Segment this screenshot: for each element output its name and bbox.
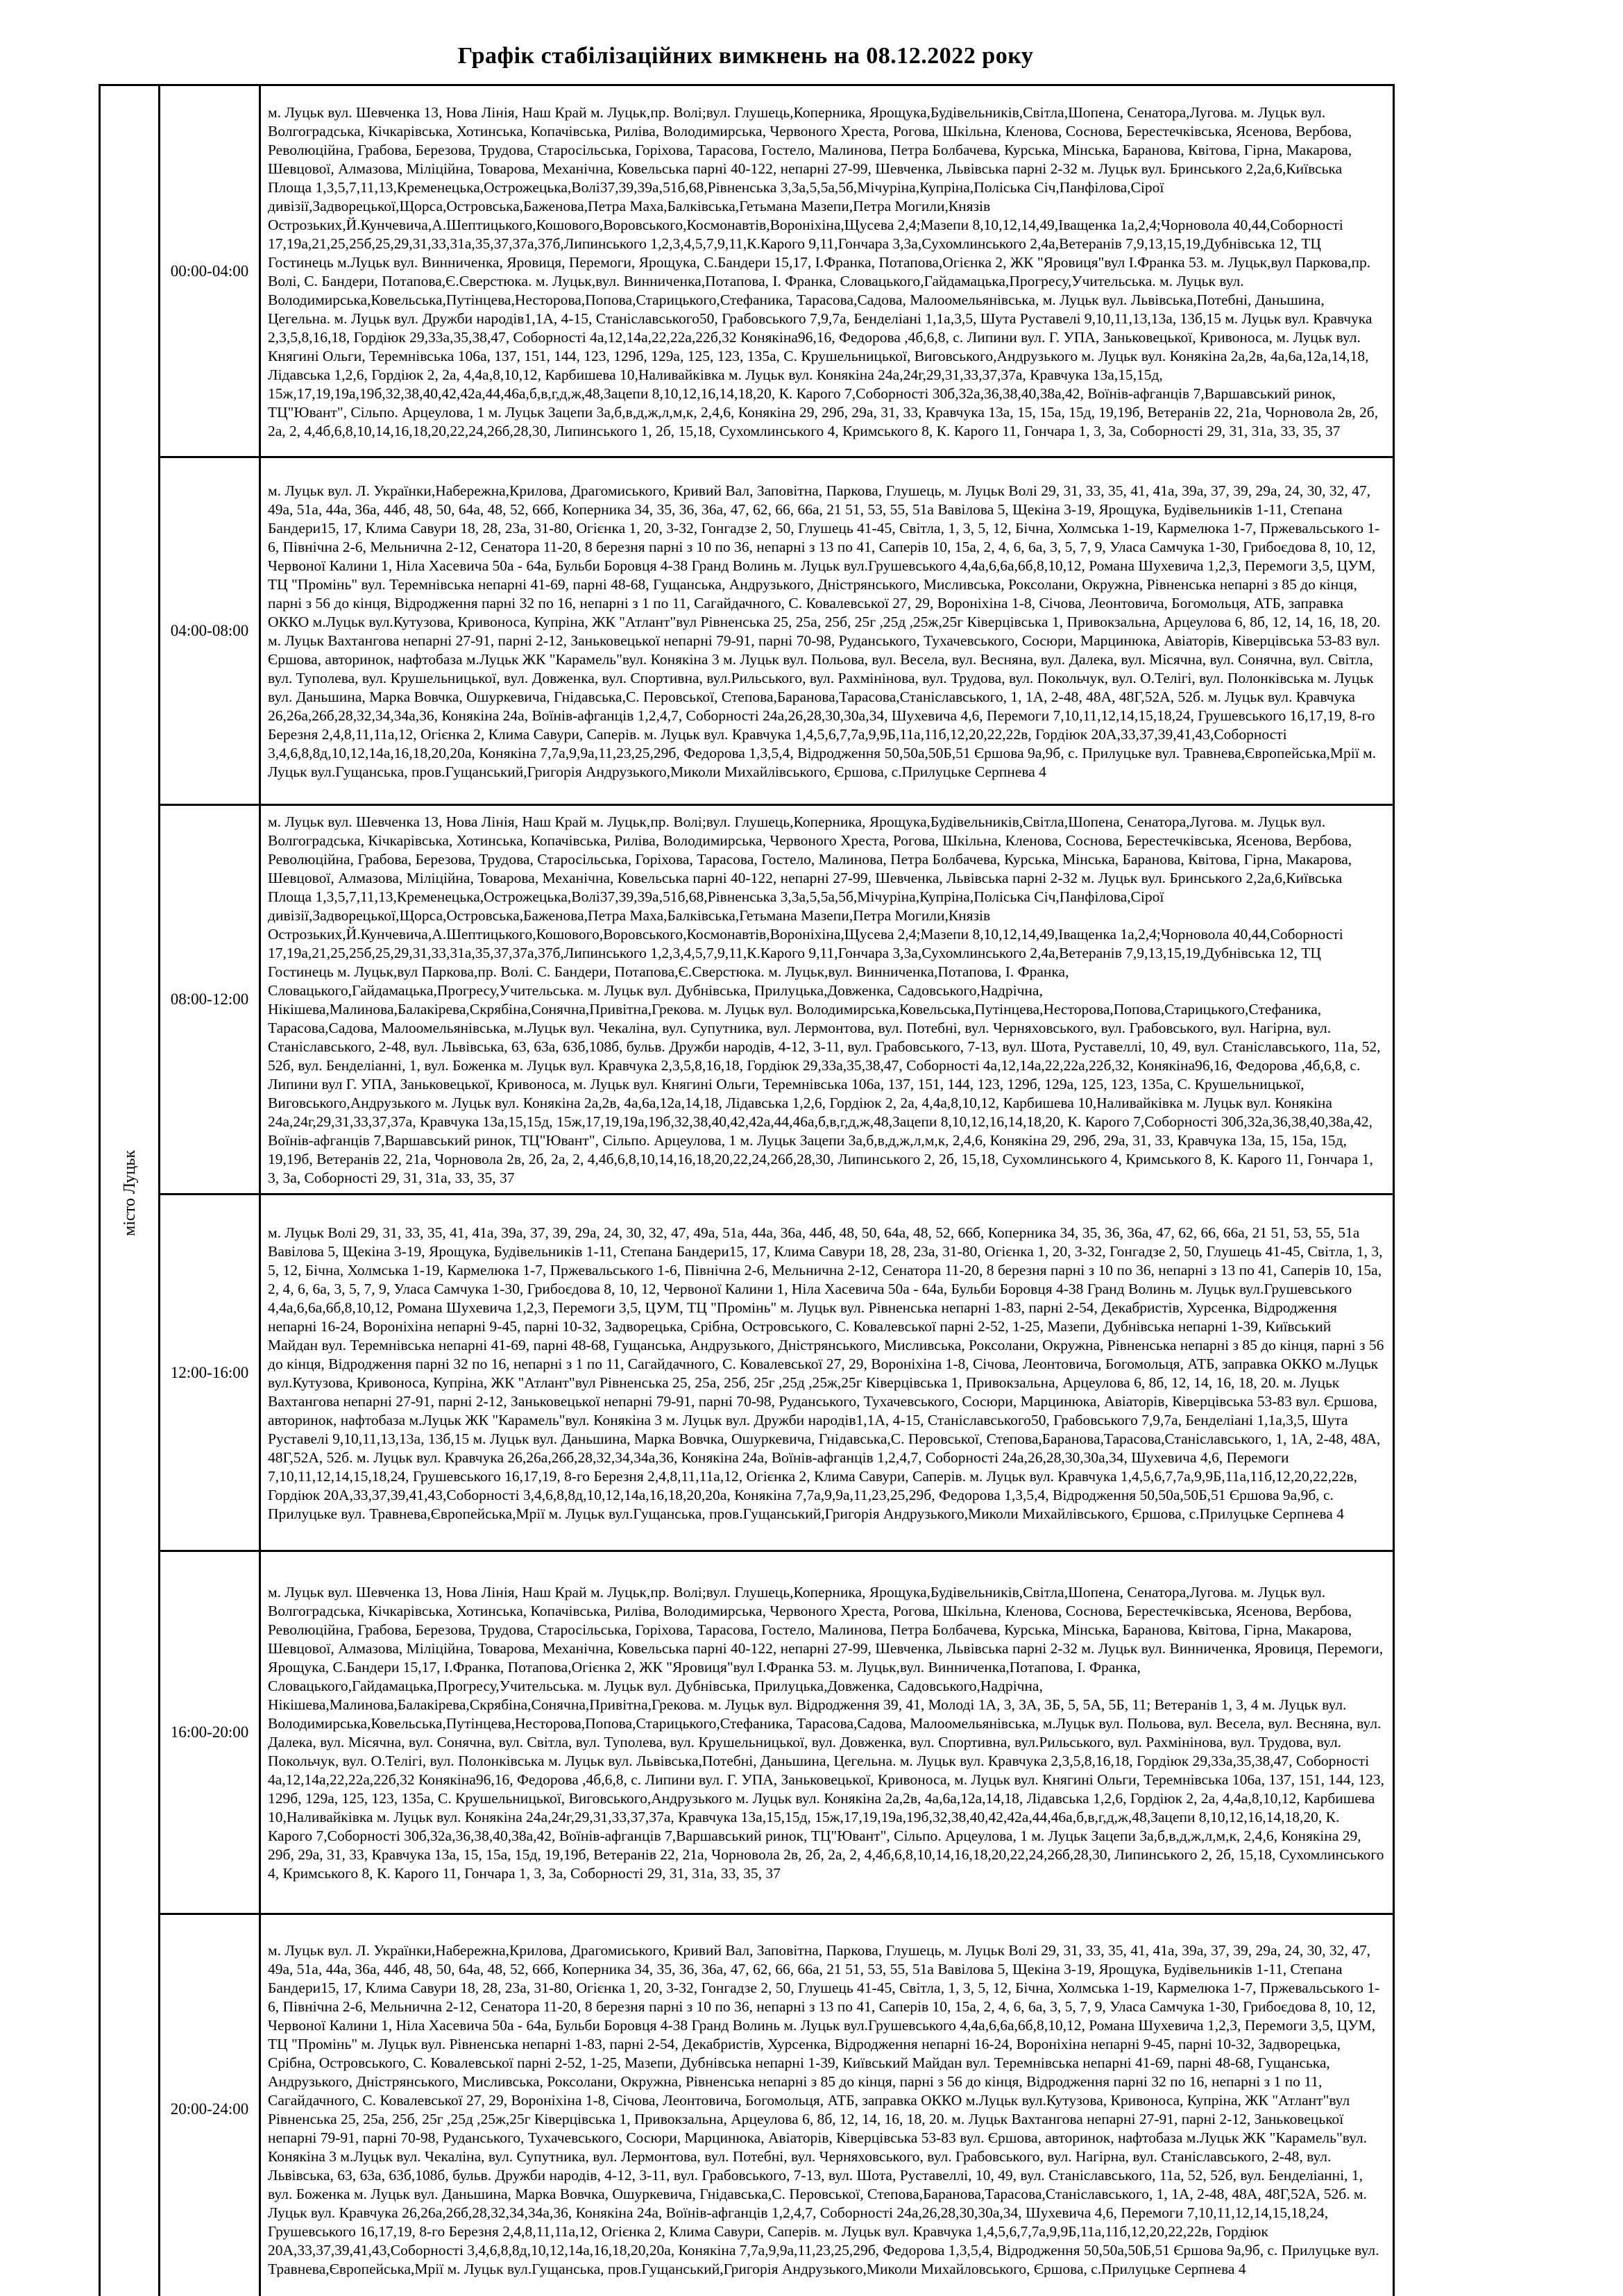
page-title: Графік стабілізаційних вимкнень на 08.12.2022 року xyxy=(457,43,1034,69)
table-row xyxy=(100,805,1394,1195)
table-row xyxy=(100,1195,1394,1551)
table-row xyxy=(100,1551,1394,1914)
streets-list: м. Луцьк вул. Шевченка 13, Нова Лінія, Наш Край м. Луцьк,пр. Волі;вул. Глушець,Коперника, Ярощука,Будівельників,Світла,Шопена, Сенатора,Лугова. м. Луцьк вул. Волгоградська, Кічкарівська, Хотинська, Копачівська, Риліва, Володимирська, Червоного Хреста, Рогова, Шкільна, Кленова, Соснова, Берестечківська, Ясенова, Вербова, Революційна, Грабова, Березова, Трудова, Старосільська, Горіхова, Тарасова, Гостело, Малинова, Петра Болбачева, Курська, Мінська, Баранова, Квітова, Гірна, Макарова, Шевцової, Алмазова, Міліційна, Товарова, Механічна, Ковельська парні 40-122, непарні 27-99, Шевченка, Львівська парні 2-32 м. Луцьк вул. Бринського 2,2а,6,Київська Площа 1,3,5,7,11,13,Кременецька,Острожецька,Волі37,39,39а,51б,68,Рівненська 3,3а,5,5а,5б,Мічуріна,Купріна,Поліська Січ,Панфілова,Сірої дивізії,Задворецької,Щорса,Островська,Баженова,Петра Маха,Балківська,Гетьмана Мазепи,Петра Могили,Князів Острозьких,Й.Кунчевича,А.Шептицького,Кошового,Воровського,Космонавтів,Вороніхіна,Щусева 2,4;Мазепи 8,10,12,14,49,Іващенка 1а,2,4;Чорновола 40,44,Соборності 17,19а,21,25,25б,25,29,31,33,31а,35,37,37а,37б,Липинського 1,2,3,4,5,7,9,11,К.Карого 9,11,Гончара 3,3а,Сухомлинського 2,4а,Ветеранів 7,9,13,15,19,Дубнівська 12, ТЦ Гостинець м.Луцьк вул. Винниченка, Яровиця, Перемоги, Ярощука, С.Бандери 15,17, І.Франка, Потапова,Огієнка 2, ЖК "Яровиця"вул І.Франка 53. м. Луцьк,вул Паркова,пр. Волі, С. Бандери, Потапова,Є.Сверстюка. м. Луцьк,вул. Винниченка,Потапова, І. Франка, Словацького,Гайдамацька,Прогресу,Учительська. м. Луцьк вул. Володимирська,Ковельська,Путінцева,Несторова,Попова,Старицького,Стефаника, Тарасова,Садова, Малоомельянівська, м. Луцьк вул. Львівська,Потебні, Даньшина, Цегельна. м. Луцьк вул. Дружби народів1,1А, 4-15, Станіславського50, Грабовського 7,9,7а, Бенделіані 1,1а,3,5, Шута Руставелі 9,10,11,13,13а, 13б,15 м. Луцьк вул. Кравчука 2,3,5,8,16,18, Гордіюк 29,33а,35,38,47, Соборності 4а,12,14а,22,22а,22б,32 Конякіна96,16, Федорова ,4б,6,8, с. Липини вул. Г. УПА, Заньковецької, Кривоноса, м. Луцьк вул. Княгині Ольги, Теремнівська 106а, 137, 151, 144, 123, 129б, 129а, 125, 123, 135а, С. Крушельницької, Виговського,Андрузького м. Луцьк вул. Конякіна 2а,2в, 4а,6а,12а,14,18, Лідавська 1,2,6, Гордіюк 2, 2а, 4,4а,8,10,12, Карбишева 10,Наливайківка м. Луцьк вул. Конякіна 24а,24г,29,31,33,37,37а, Кравчука 13а,15,15д, 15ж,17,19,19а,19б,32,38,40,42,42а,44,46а,б,в,г,д,ж,48,Зацепи 8,10,12,16,14,18,20, К. Карого 7,Соборності 30б,32а,36,38,40,38а,42, Воїнів-афганців 7,Варшавський ринок, ТЦ"Ювант", Сільпо. Арцеулова, 1 м. Луцьк Зацепи 3а,б,в,д,ж,л,м,к, 2,4,6, Конякіна 29, 29б, 29а, 31, 33, Кравчука 13а, 15, 15а, 15д, 19,19б, Ветеранів 22, 21а, Чорновола 2в, 2б, 2а, 2, 4,4б,6,8,10,14,16,18,20,22,24,26б,28,30, Липинського 1, 2б, 15,18, Сухомлинського 4, Кримського 8, К. Карого 11, Гончара 1, 3, 3а, Соборності 29, 31, 31а, 33, 35, 37 xyxy=(260,85,1394,457)
streets-list: м. Луцьк вул. Шевченка 13, Нова Лінія, Наш Край м. Луцьк,пр. Волі;вул. Глушець,Коперника, Ярощука,Будівельників,Світла,Шопена, Сенатора,Лугова. м. Луцьк вул. Волгоградська, Кічкарівська, Хотинська, Копачівська, Риліва, Володимирська, Червоного Хреста, Рогова, Шкільна, Кленова, Соснова, Берестечківська, Ясенова, Вербова, Революційна, Грабова, Березова, Трудова, Старосільська, Горіхова, Тарасова, Гостело, Малинова, Петра Болбачева, Курська, Мінська, Баранова, Квітова, Гірна, Макарова, Шевцової, Алмазова, Міліційна, Товарова, Механічна, Ковельська парні 40-122, непарні 27-99, Шевченка, Львівська парні 2-32 м. Луцьк вул. Бринського 2,2а,6,Київська Площа 1,3,5,7,11,13,Кременецька,Острожецька,Волі37,39,39а,51б,68,Рівненська 3,3а,5,5а,5б,Мічуріна,Купріна,Поліська Січ,Панфілова,Сірої дивізії,Задворецької,Щорса,Островська,Баженова,Петра Маха,Балківська,Гетьмана Мазепи,Петра Могили,Князів Острозьких,Й.Кунчевича,А.Шептицького,Кошового,Воровського,Космонавтів,Вороніхіна,Щусева 2,4;Мазепи 8,10,12,14,49,Іващенка 1а,2,4;Чорновола 40,44,Соборності 17,19а,21,25,25б,25,29,31,33,31а,35,37,37а,37б,Липинського 1,2,3,4,5,7,9,11,К.Карого 9,11,Гончара 3,3а,Сухомлинського 2,4а,Ветеранів 7,9,13,15,19,Дубнівська 12, ТЦ Гостинець м. Луцьк,вул Паркова,пр. Волі. С. Бандери, Потапова,Є.Сверстюка. м. Луцьк,вул. Винниченка,Потапова, І. Франка, Словацького,Гайдамацька,Прогресу,Учительська. м. Луцьк вул. Дубнівська, Прилуцька,Довженка, Садовського,Надрічна, Нікішева,Малинова,Балакірева,Скрябіна,Сонячна,Привітна,Грекова. м. Луцьк вул. Володимирська,Ковельська,Путінцева,Несторова,Попова,Старицького,Стефаника, Тарасова,Садова, Малоомельянівська, м.Луцьк вул. Чекаліна, вул. Супутника, вул. Лермонтова, вул. Потебні, вул. Черняховського, вул. Грабовського, вул. Нагірна, вул. Станіславського, 2-48, вул. Львівська, 63, 63а, 63б,108б, бульв. Дружби народів, 4-12, 3-11, вул. Грабовського, 7-13, вул. Шота, Руставеллі, 10, 49, вул. Станіславського, 11а, 52, 52б, вул. Бенделіанні, 1, вул. Боженка м. Луцьк вул. Кравчука 2,3,5,8,16,18, Гордіюк 29,33а,35,38,47, Соборності 4а,12,14а,22,22а,22б,32, Конякіна96,16, Федорова ,4б,6,8, с. Липини вул Г. УПА, Заньковецької, Кривоноса, м. Луцьк вул. Княгині Ольги, Теремнівська 106а, 137, 151, 144, 123, 129б, 129а, 125, 123, 135а, С. Крушельницької, Виговського,Андрузького м. Луцьк вул. Конякіна 2а,2в, 4а,6а,12а,14,18, Лідавська 1,2,6, Гордіюк 2, 2а, 4,4а,8,10,12, Карбишева 10,Наливайківка м. Луцьк вул. Конякіна 24а,24г,29,31,33,37,37а, Кравчука 13а,15,15д, 15ж,17,19,19а,19б,32,38,40,42,42а,44,46а,б,в,г,д,ж,48,Зацепи 8,10,12,16,14,18,20, К. Карого 7,Соборності 30б,32а,36,38,40,38а,42, Воїнів-афганців 7,Варшавський ринок, ТЦ"Ювант", Сільпо. Арцеулова, 1 м. Луцьк Зацепи 3а,б,в,д,ж,л,м,к, 2,4,6, Конякіна 29, 29б, 29а, 31, 33, Кравчука 13а, 15, 15а, 15д, 19,19б, Ветеранів 22, 21а, Чорновола 2в, 2б, 2а, 2, 4,4б,6,8,10,14,16,18,20,22,24,26б,28,30, Липинського 2, 2б, 15,18, Сухомлинського 4, Кримського 8, К. Карого 11, Гончара 1, 3, 3а, Соборності 29, 31, 31а, 33, 35, 37 xyxy=(260,805,1394,1195)
streets-list: м. Луцьк Волі 29, 31, 33, 35, 41, 41а, 39а, 37, 39, 29а, 24, 30, 32, 47, 49а, 51а, 44а, 36а, 44б, 48, 50, 64а, 48, 52, 66б, Коперника 34, 35, 36, 36а, 47, 62, 66, 66а, 21 51, 53, 55, 51а Вавілова 5, Щекіна 3-19, Ярощука, Будівельників 1-11, Степана Бандери15, 17, Клима Савури 18, 28, 23а, 31-80, Огієнка 1, 20, 3-32, Гонгадзе 2, 50, Глушець 41-45, Світла, 1, 3, 5, 12, Бічна, Холмська 1-19, Кармелюка 1-7, Пржевальського 1-6, Північна 2-6, Мельнична 2-12, Сенатора 11-20, 8 березня парні з 10 по 36, непарні з 13 по 41, Саперів 10, 15а, 2, 4, 6, 6а, 3, 5, 7, 9, Уласа Самчука 1-30, Грибоєдова 8, 10, 12, Червоної Калини 1, Ніла Хасевича 50а - 64а, Бульби Боровця 4-38 Гранд Волинь м. Луцьк вул.Грушевського 4,4а,6,6а,6б,8,10,12, Романа Шухевича 1,2,3, Перемоги 3,5, ЦУМ, ТЦ "Промінь" м. Луцьк вул. Рівненська непарні 1-83, парні 2-54, Декабристів, Хурсенка, Відродження непарні 16-24, Вороніхіна непарні 9-45, парні 10-32, Задворецька, Срібна, Островського, С. Ковалевської парні 2-52, 1-25, Мазепи, Дубнівська непарні 1-39, Київський Майдан вул. Теремнівська непарні 41-69, парні 48-68, Гущанська, Андрузького, Дністрянського, Мисливська, Роксолани, Окружна, Рівненська непарні з 85 до кінця, парні з 56 до кінця, Відродження парні 32 по 16, непарні з 1 по 11, Сагайдачного, С. Ковалевської 27, 29, Вороніхіна 1-8, Січова, Леонтовича, Богомольця, АТБ, заправка ОККО м.Луцьк вул.Кутузова, Кривоноса, Купріна, ЖК "Атлант"вул Рівненська 25, 25а, 25б, 25г ,25д ,25ж,25г Ківерцівська 1, Привокзальна, Арцеулова 6, 8б, 12, 14, 16, 18, 20. м. Луцьк Вахтангова непарні 27-91, парні 2-12, Заньковецької непарні 79-91, парні 70-98, Руданського, Тухачевського, Сосюри, Марцинюка, Авіаторів, Ківерцівська 53-83 вул. Єршова, авторинок, нафтобаза м.Луцьк ЖК "Карамель"вул. Конякіна 3 м. Луцьк вул. Дружби народів1,1А, 4-15, Станіславського50, Грабовського 7,9,7а, Бенделіані 1,1а,3,5, Шута Руставелі 9,10,11,13,13а, 13б,15 м. Луцьк вул. Даньшина, Марка Вовчка, Ошуркевича, Гнідавська,С. Перовської, Степова,Баранова,Тарасова,Станіславського, 1, 1А, 2-48, 48А, 48Г,52А, 52б. м. Луцьк вул. Кравчука 26,26а,26б,28,32,34,34а,36, Конякіна 24а, Воїнів-афганців 1,2,4,7, Соборності 24а,26,28,30,30а,34, Шухевича 4,6, Перемоги 7,10,11,12,14,15,18,24, Грушевського 16,17,19, 8-го Березня 2,4,8,11,11а,12, Огієнка 2, Клима Савури, Саперів. м. Луцьк вул. Кравчука 1,4,5,6,7,7а,9,9Б,11а,11б,12,20,22,22в, Гордіюк 20А,33,37,39,41,43,Соборності 3,4,6,8,8д,10,12,14а,16,18,20,20а, Конякіна 7,7а,9,9а,11,23,25,29б, Федорова 1,3,5,4, Відродження 50,50а,50Б,51 Єршова 9а,9б, с. Прилуцьке вул. Травнева,Європейська,Мрії м. Луцьк вул.Гущанська, пров.Гущанський,Григорія Андрузького,Миколи Михайлівського, Єршова, с.Прилуцьке Серпнева 4 xyxy=(260,1195,1394,1551)
streets-list: м. Луцьк вул. Шевченка 13, Нова Лінія, Наш Край м. Луцьк,пр. Волі;вул. Глушець,Коперника, Ярощука,Будівельників,Світла,Шопена, Сенатора,Лугова. м. Луцьк вул. Волгоградська, Кічкарівська, Хотинська, Копачівська, Риліва, Володимирська, Червоного Хреста, Рогова, Шкільна, Кленова, Соснова, Берестечківська, Ясенова, Вербова, Революційна, Грабова, Березова, Трудова, Старосільська, Горіхова, Тарасова, Гостело, Малинова, Петра Болбачева, Курська, Мінська, Баранова, Квітова, Гірна, Макарова, Шевцової, Алмазова, Міліційна, Товарова, Механічна, Ковельська парні 40-122, непарні 27-99, Шевченка, Львівська парні 2-32 м. Луцьк вул. Винниченка, Яровиця, Перемоги, Ярощука, С.Бандери 15,17, І.Франка, Потапова,Огієнка 2, ЖК "Яровиця"вул І.Франка 53. м. Луцьк,вул. Винниченка,Потапова, І. Франка, Словацького,Гайдамацька,Прогресу,Учительська. м. Луцьк вул. Дубнівська, Прилуцька,Довженка, Садовського,Надрічна, Нікішева,Малинова,Балакірева,Скрябіна,Сонячна,Привітна,Грекова. м. Луцьк вул. Відродження 39, 41, Молоді 1А, 3, 3А, 3Б, 5, 5А, 5Б, 11; Ветеранів 1, 3, 4 м. Луцьк вул. Володимирська,Ковельська,Путінцева,Несторова,Попова,Старицького,Стефаника, Тарасова,Садова, Малоомельянівська, м.Луцьк вул. Польова, вул. Весела, вул. Весняна, вул. Далека, вул. Місячна, вул. Сонячна, вул. Світла, вул. Туполева, вул. Крушельницької, вул. Довженка, вул. Спортивна, вул.Рильського, вул. Рахмінінова, вул. Трудова, вул. Покольчук, вул. О.Телігі, вул. Полонківська м. Луцьк вул. Львівська,Потебні, Даньшина, Цегельна. м. Луцьк вул. Кравчука 2,3,5,8,16,18, Гордіюк 29,33а,35,38,47, Соборності 4а,12,14а,22,22а,22б,32 Конякіна96,16, Федорова ,4б,6,8, с. Липини вул. Г. УПА, Заньковецької, Кривоноса, м. Луцьк вул. Княгині Ольги, Теремнівська 106а, 137, 151, 144, 123, 129б, 129а, 125, 123, 135а, С. Крушельницької, Виговського,Андрузького м. Луцьк вул. Конякіна 2а,2в, 4а,6а,12а,14,18, Лідавська 1,2,6, Гордіюк 2, 2а, 4,4а,8,10,12, Карбишева 10,Наливайківка м. Луцьк вул. Конякіна 24а,24г,29,31,33,37,37а, Кравчука 13а,15,15д, 15ж,17,19,19а,19б,32,38,40,42,42а,44,46а,б,в,г,д,ж,48,Зацепи 8,10,12,16,14,18,20, К. Карого 7,Соборності 30б,32а,36,38,40,38а,42, Воїнів-афганців 7,Варшавський ринок, ТЦ"Ювант", Сільпо. Арцеулова, 1 м. Луцьк Зацепи 3а,б,в,д,ж,л,м,к, 2,4,6, Конякіна 29, 29б, 29а, 31, 33, Кравчука 13а, 15, 15а, 15д, 19,19б, Ветеранів 22, 21а, Чорновола 2в, 2б, 2а, 2, 4,4б,6,8,10,14,16,18,20,22,24,26б,28,30, Липинського 2, 2б, 15,18, Сухомлинського 4, Кримського 8, К. Карого 11, Гончара 1, 3, 3а, Соборності 29, 31, 31а, 33, 35, 37 xyxy=(260,1551,1394,1914)
time-slot-label: 16:00-20:00 xyxy=(160,1551,260,1914)
time-slot-label: 04:00-08:00 xyxy=(160,457,260,805)
table-row xyxy=(100,85,1394,457)
table-row xyxy=(100,1914,1394,2296)
region-cell xyxy=(100,85,160,2296)
time-slot-label: 08:00-12:00 xyxy=(160,805,260,1195)
time-slot-label: 20:00-24:00 xyxy=(160,1914,260,2296)
streets-list: м. Луцьк вул. Л. Українки,Набережна,Крилова, Драгомиського, Кривий Вал, Заповітна, Паркова, Глушець, м. Луцьк Волі 29, 31, 33, 35, 41, 41а, 39а, 37, 39, 29а, 24, 30, 32, 47, 49а, 51а, 44а, 36а, 44б, 48, 50, 64а, 48, 52, 66б, Коперника 34, 35, 36, 36а, 47, 62, 66, 66а, 21 51, 53, 55, 51а Вавілова 5, Щекіна 3-19, Ярощука, Будівельників 1-11, Степана Бандери15, 17, Клима Савури 18, 28, 23а, 31-80, Огієнка 1, 20, 3-32, Гонгадзе 2, 50, Глушець 41-45, Світла, 1, 3, 5, 12, Бічна, Холмська 1-19, Кармелюка 1-7, Пржевальського 1-6, Північна 2-6, Мельнична 2-12, Сенатора 11-20, 8 березня парні з 10 по 36, непарні з 13 по 41, Саперів 10, 15а, 2, 4, 6, 6а, 3, 5, 7, 9, Уласа Самчука 1-30, Грибоєдова 8, 10, 12, Червоної Калини 1, Ніла Хасевича 50а - 64а, Бульби Боровця 4-38 Гранд Волинь м. Луцьк вул.Грушевського 4,4а,6,6а,6б,8,10,12, Романа Шухевича 1,2,3, Перемоги 3,5, ЦУМ, ТЦ "Промінь" вул. Теремнівська непарні 41-69, парні 48-68, Гущанська, Андрузького, Дністрянського, Мисливська, Роксолани, Окружна, Рівненська непарні з 85 до кінця, парні з 56 до кінця, Відродження парні 32 по 16, непарні з 1 по 11, Сагайдачного, С. Ковалевської 27, 29, Вороніхіна 1-8, Січова, Леонтовича, Богомольця, АТБ, заправка ОККО м.Луцьк вул.Кутузова, Кривоноса, Купріна, ЖК "Атлант"вул Рівненська 25, 25а, 25б, 25г ,25д ,25ж,25г Ківерцівська 1, Привокзальна, Арцеулова 6, 8б, 12, 14, 16, 18, 20. м. Луцьк Вахтангова непарні 27-91, парні 2-12, Заньковецької непарні 79-91, парні 70-98, Руданського, Тухачевського, Сосюри, Марцинюка, Авіаторів, Ківерцівська 53-83 вул. Єршова, авторинок, нафтобаза м.Луцьк ЖК "Карамель"вул. Конякіна 3 м. Луцьк вул. Польова, вул. Весела, вул. Весняна, вул. Далека, вул. Місячна, вул. Сонячна, вул. Світла, вул. Туполева, вул. Крушельницької, вул. Довженка, вул. Спортивна, вул.Рильського, вул. Рахмінінова, вул. Трудова, вул. Покольчук, вул. О.Телігі, вул. Полонківська м. Луцьк вул. Даньшина, Марка Вовчка, Ошуркевича, Гнідавська,С. Перовської, Степова,Баранова,Тарасова,Станіславського, 1, 1А, 2-48, 48А, 48Г,52А, 52б. м. Луцьк вул. Кравчука 26,26а,26б,28,32,34,34а,36, Конякіна 24а, Воїнів-афганців 1,2,4,7, Соборності 24а,26,28,30,30а,34, Шухевича 4,6, Перемоги 7,10,11,12,14,15,18,24, Грушевського 16,17,19, 8-го Березня 2,4,8,11,11а,12, Огієнка 2, Клима Савури, Саперів. м. Луцьк вул. Кравчука 1,4,5,6,7,7а,9,9Б,11а,11б,12,20,22,22в, Гордіюк 20А,33,37,39,41,43,Соборності 3,4,6,8,8д,10,12,14а,16,18,20,20а, Конякіна 7,7а,9,9а,11,23,25,29б, Федорова 1,3,5,4, Відродження 50,50а,50Б,51 Єршова 9а,9б, с. Прилуцьке вул. Травнева,Європейська,Мрії м. Луцьк вул.Гущанська, пров.Гущанський,Григорія Андрузького,Миколи Михайлівського, Єршова, с.Прилуцьке Серпнева 4 xyxy=(260,457,1394,805)
region-label: місто Луцьк xyxy=(120,1150,139,1236)
time-slot-label: 00:00-04:00 xyxy=(160,85,260,457)
streets-list: м. Луцьк вул. Л. Українки,Набережна,Крилова, Драгомиського, Кривий Вал, Заповітна, Паркова, Глушець, м. Луцьк Волі 29, 31, 33, 35, 41, 41а, 39а, 37, 39, 29а, 24, 30, 32, 47, 49а, 51а, 44а, 36а, 44б, 48, 50, 64а, 48, 52, 66б, Коперника 34, 35, 36, 36а, 47, 62, 66, 66а, 21 51, 53, 55, 51а Вавілова 5, Щекіна 3-19, Ярощука, Будівельників 1-11, Степана Бандери15, 17, Клима Савури 18, 28, 23а, 31-80, Огієнка 1, 20, 3-32, Гонгадзе 2, 50, Глушець 41-45, Світла, 1, 3, 5, 12, Бічна, Холмська 1-19, Кармелюка 1-7, Пржевальського 1-6, Північна 2-6, Мельнична 2-12, Сенатора 11-20, 8 березня парні з 10 по 36, непарні з 13 по 41, Саперів 10, 15а, 2, 4, 6, 6а, 3, 5, 7, 9, Уласа Самчука 1-30, Грибоєдова 8, 10, 12, Червоної Калини 1, Ніла Хасевича 50а - 64а, Бульби Боровця 4-38 Гранд Волинь м. Луцьк вул.Грушевського 4,4а,6,6а,6б,8,10,12, Романа Шухевича 1,2,3, Перемоги 3,5, ЦУМ, ТЦ "Промінь" м. Луцьк вул. Рівненська непарні 1-83, парні 2-54, Декабристів, Хурсенка, Відродження непарні 16-24, Вороніхіна непарні 9-45, парні 10-32, Задворецька, Срібна, Островського, С. Ковалевської парні 2-52, 1-25, Мазепи, Дубнівська непарні 1-39, Київський Майдан вул. Теремнівська непарні 41-69, парні 48-68, Гущанська, Андрузького, Дністрянського, Мисливська, Роксолани, Окружна, Рівненська непарні з 85 до кінця, парні з 56 до кінця, Відродження парні 32 по 16, непарні з 1 по 11, Сагайдачного, С. Ковалевської 27, 29, Вороніхіна 1-8, Січова, Леонтовича, Богомольця, АТБ, заправка ОККО м.Луцьк вул.Кутузова, Кривоноса, Купріна, ЖК "Атлант"вул Рівненська 25, 25а, 25б, 25г ,25д ,25ж,25г Ківерцівська 1, Привокзальна, Арцеулова 6, 8б, 12, 14, 16, 18, 20. м. Луцьк Вахтангова непарні 27-91, парні 2-12, Заньковецької непарні 79-91, парні 70-98, Руданського, Тухачевського, Сосюри, Марцинюка, Авіаторів, Ківерцівська 53-83 вул. Єршова, авторинок, нафтобаза м.Луцьк ЖК "Карамель"вул. Конякіна 3 м.Луцьк вул. Чекаліна, вул. Супутника, вул. Лермонтова, вул. Потебні, вул. Черняховського, вул. Грабовського, вул. Нагірна, вул. Станіславського, 2-48, вул. Львівська, 63, 63а, 63б,108б, бульв. Дружби народів, 4-12, 3-11, вул. Грабовського, 7-13, вул. Шота, Руставеллі, 10, 49, вул. Станіславського, 11а, 52, 52б, вул. Бенделіанні, 1, вул. Боженка м. Луцьк вул. Даньшина, Марка Вовчка, Ошуркевича, Гнідавська,С. Перовської, Степова,Баранова,Тарасова,Станіславського, 1, 1А, 2-48, 48А, 48Г,52А, 52б. м. Луцьк вул. Кравчука 26,26а,26б,28,32,34,34а,36, Конякіна 24а, Воїнів-афганців 1,2,4,7, Соборності 24а,26,28,30,30а,34, Шухевича 4,6, Перемоги 7,10,11,12,14,15,18,24, Грушевського 16,17,19, 8-го Березня 2,4,8,11,11а,12, Огієнка 2, Клима Савури, Саперів. м. Луцьк вул. Кравчука 1,4,5,6,7,7а,9,9Б,11а,11б,12,20,22,22в, Гордіюк 20А,33,37,39,41,43,Соборності 3,4,6,8,8д,10,12,14а,16,18,20,20а, Конякіна 7,7а,9,9а,11,23,25,29б, Федорова 1,3,5,4, Відродження 50,50а,50Б,51 Єршова 9а,9б, с. Прилуцьке вул. Травнева,Європейська,Мрії м. Луцьк вул.Гущанська, пров.Гущанський,Григорія Андрузького,Миколи Михайловського, Єршова, с.Прилуцьке Серпнева 4 xyxy=(260,1914,1394,2296)
blackout-schedule-table xyxy=(99,84,1395,2296)
table-row xyxy=(100,457,1394,805)
time-slot-label: 12:00-16:00 xyxy=(160,1195,260,1551)
